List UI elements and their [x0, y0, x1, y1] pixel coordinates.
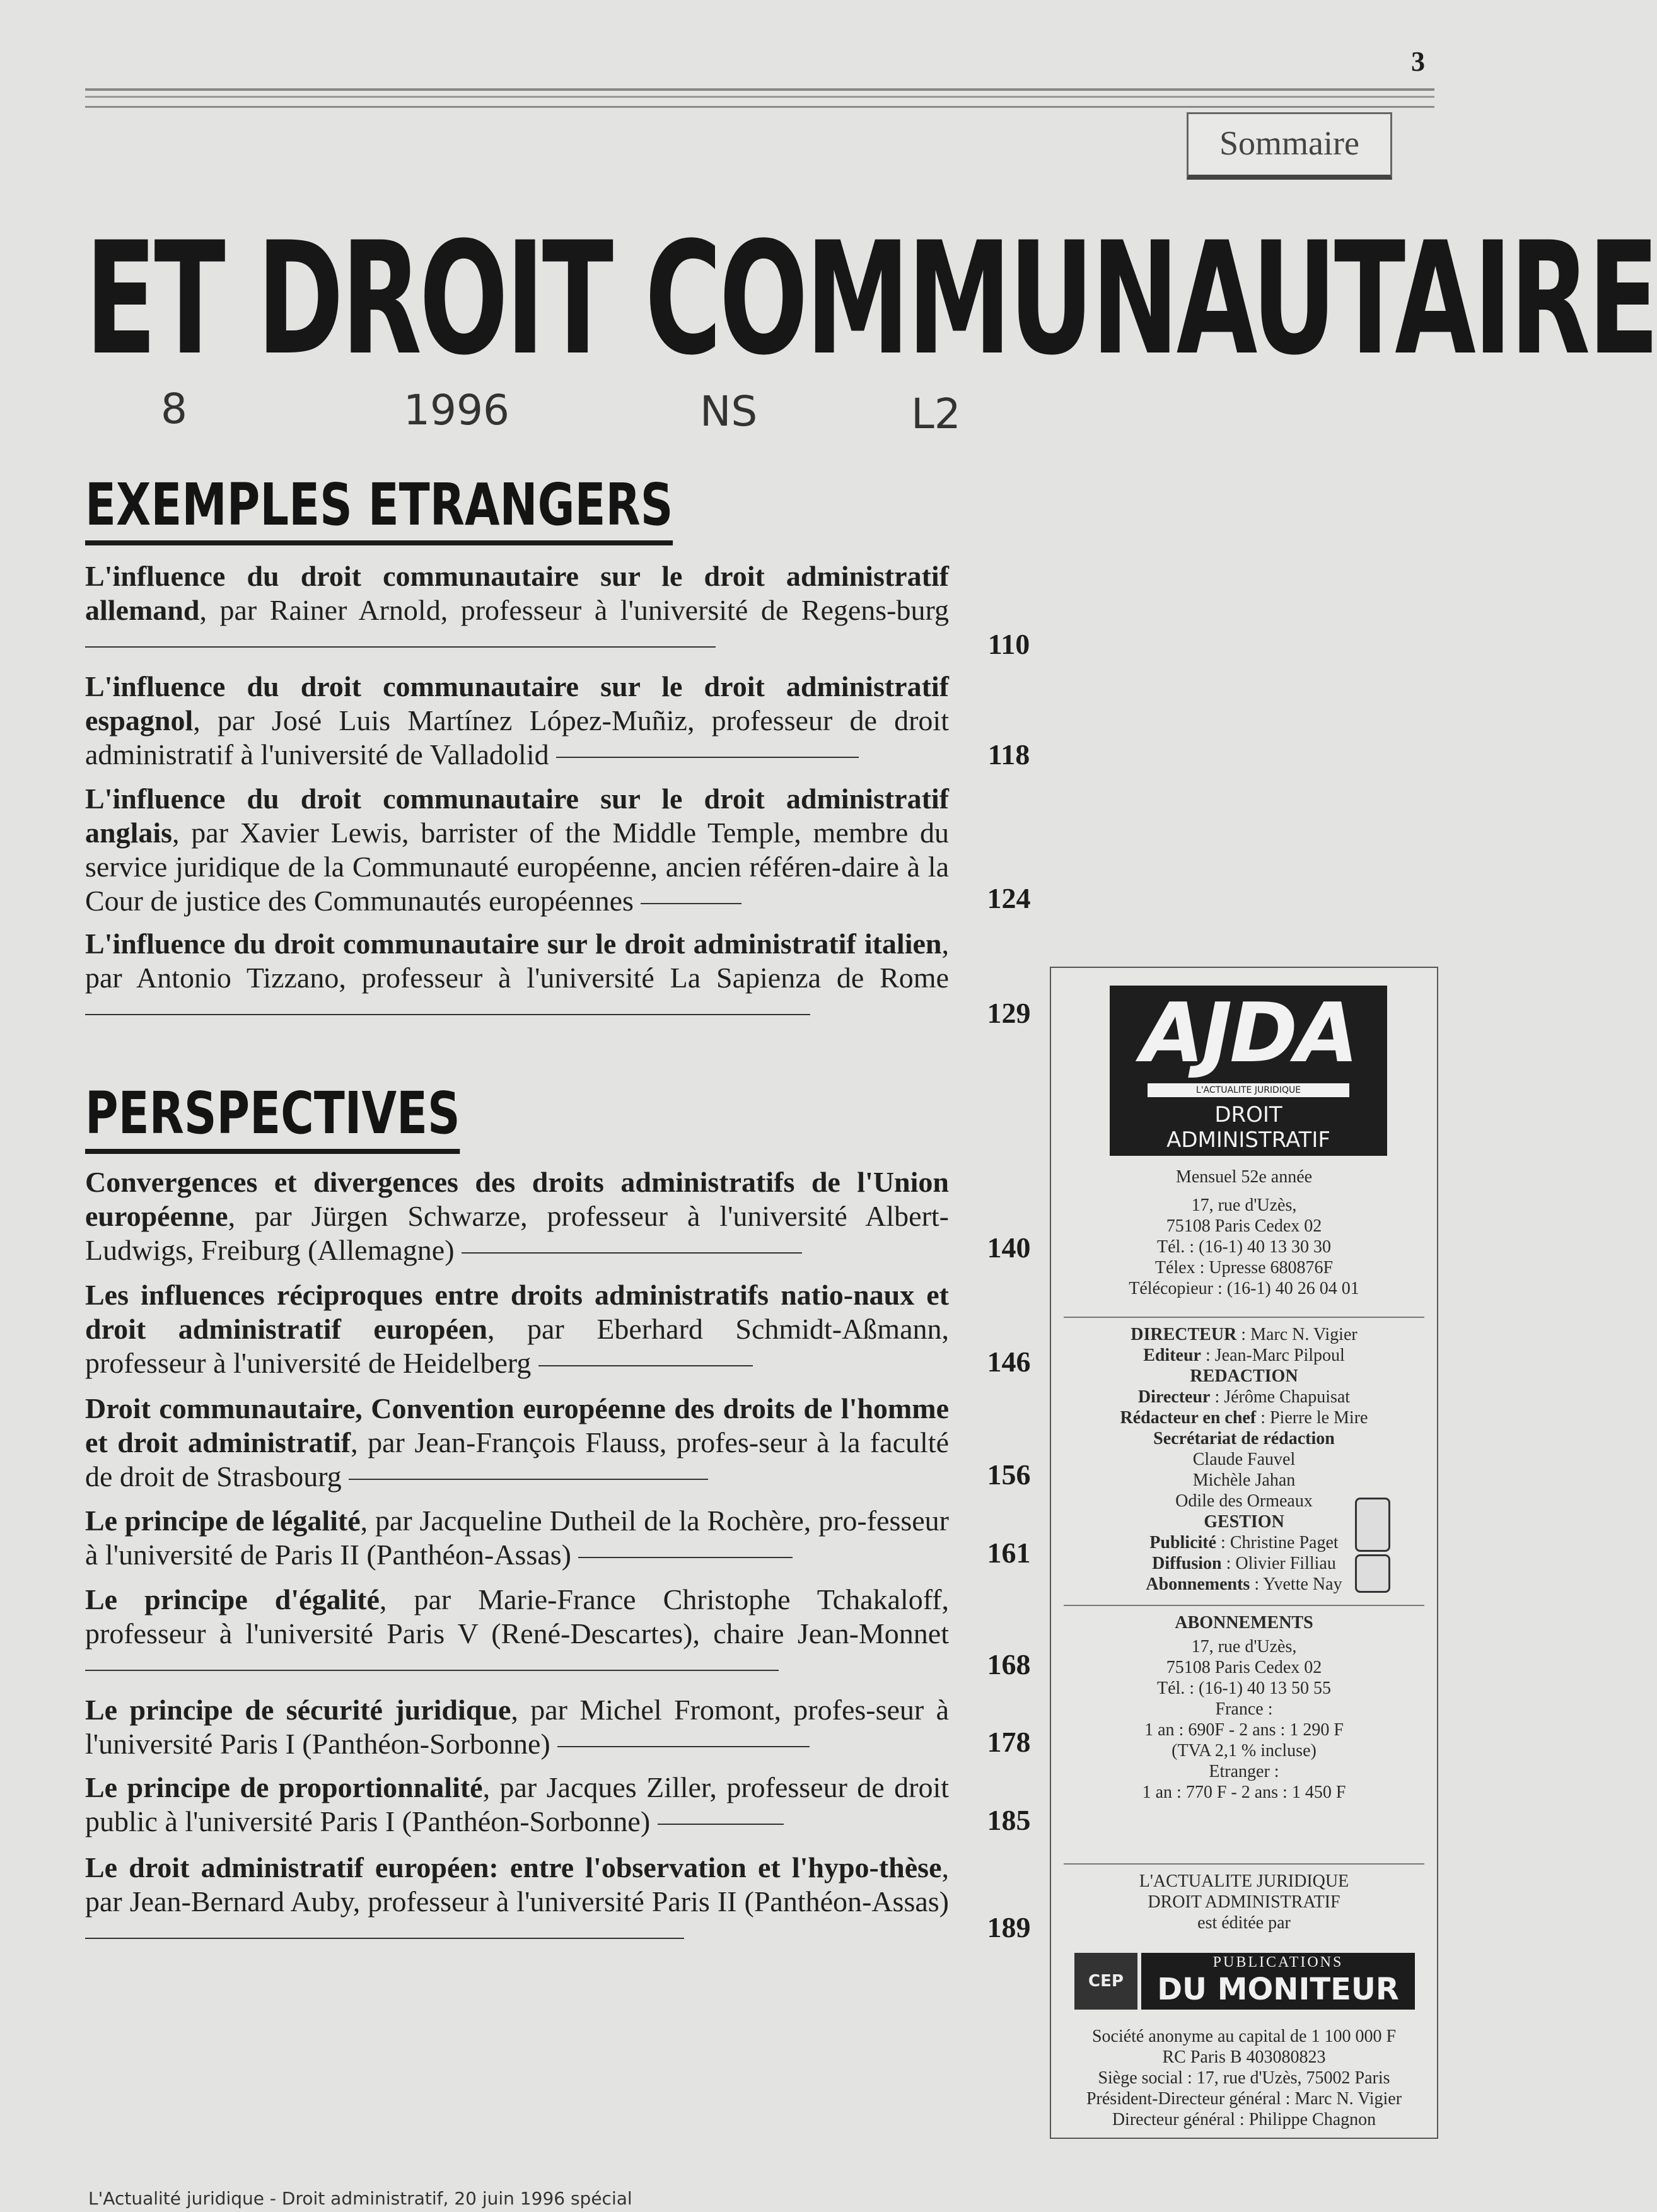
staff-name: Claude Fauvel: [1192, 1450, 1296, 1469]
handwritten-note: L2: [911, 390, 961, 438]
page-ref: 161: [987, 1537, 1031, 1569]
entry-author: , par Jürgen Schwarze, professeur à l'université Albert-Ludwigs, Freiburg (Allemagne): [85, 1200, 949, 1266]
subscriptions-title: ABONNEMENTS: [1175, 1613, 1313, 1633]
dot-leader: [462, 1252, 802, 1254]
edited-line: est éditée par: [1197, 1913, 1291, 1933]
page-ref: 129: [987, 997, 1031, 1029]
entry-author: , par Jean-François Flauss, profes-seur à la faculté de droit de Strasbourg: [85, 1426, 949, 1493]
page-ref: 185: [987, 1804, 1031, 1836]
staff-role: Rédacteur en chef: [1120, 1408, 1257, 1428]
entry-title: L'influence du droit communautaire sur le droit administratif anglais: [85, 783, 949, 849]
page-ref: 168: [987, 1648, 1031, 1680]
toc-entry: [85, 1693, 949, 1761]
edited-by: [1051, 1871, 1437, 1933]
staff-role: GESTION: [1204, 1512, 1284, 1532]
staff-name: Odile des Ormeaux: [1175, 1491, 1313, 1511]
entry-author: , par Michel Fromont, profes-seur à l'université Paris I (Panthéon-Sorbonne): [85, 1694, 949, 1760]
address-line: 75108 Paris Cedex 02: [1166, 1216, 1322, 1236]
logo-text: AJDA: [1141, 985, 1356, 1081]
handwritten-note: 8: [161, 385, 187, 433]
page-ref: 110: [987, 628, 1030, 660]
page-ref: 124: [987, 882, 1031, 914]
dot-leader: [578, 1557, 793, 1558]
edited-line: DROIT ADMINISTRATIF: [1148, 1892, 1340, 1912]
company-line: Président-Directeur général : Marc N. Vigier: [1086, 2089, 1402, 2109]
page-number: 3: [1411, 46, 1425, 77]
entry-title: Droit communautaire, Convention européenne des droits de l'homme et droit administratif: [85, 1392, 949, 1458]
subs-line: 1 an : 690F - 2 ans : 1 290 F: [1144, 1720, 1344, 1740]
publisher-line: DU MONITEUR: [1157, 1972, 1399, 2007]
logo-sub-line: ADMINISTRATIF: [1166, 1127, 1330, 1153]
logo-sub-line: DROIT: [1214, 1102, 1282, 1127]
divider: [1064, 1317, 1424, 1318]
dot-leader: [85, 1670, 779, 1671]
subs-line: France :: [1215, 1699, 1273, 1719]
toc-entry: [85, 1583, 949, 1685]
toc-entry: [85, 782, 949, 918]
footer-citation: L'Actualité juridique - Droit administratif, 20 juin 1996 spécial: [88, 2188, 632, 2209]
ajda-logo: [1110, 986, 1387, 1156]
entry-title: Le principe de proportionnalité: [85, 1771, 483, 1803]
subs-line: Tél. : (16-1) 40 13 50 55: [1156, 1679, 1332, 1698]
dot-leader: [85, 1014, 810, 1015]
entry-author: , par Antonio Tizzano, professeur à l'université La Sapienza de Rome: [85, 928, 949, 994]
entry-title: Convergences et divergences des droits administratifs de l'Union européenne: [85, 1166, 949, 1232]
dot-leader: [658, 1824, 784, 1825]
cep-logo: CEP: [1074, 1953, 1137, 2010]
toc-entry: [85, 670, 949, 772]
address-block: [1051, 1195, 1437, 1299]
entry-author: , par Jacqueline Dutheil de la Rochère, pro-fesseur à l'université de Paris II (Panthéon-Assas): [85, 1505, 949, 1571]
page-ref: 140: [987, 1231, 1031, 1264]
handwritten-note: 1996: [404, 386, 509, 434]
staff-name: : Christine Paget: [1216, 1533, 1339, 1552]
subs-line: Etranger :: [1209, 1762, 1279, 1781]
staff-name: : Pierre le Mire: [1256, 1408, 1368, 1428]
entry-title: Le droit administratif européen: entre l'observation et l'hypo-thèse: [85, 1851, 942, 1883]
staff-name: : Marc N. Vigier: [1236, 1325, 1358, 1344]
toc-entry: [85, 1771, 949, 1839]
company-line: Société anonyme au capital de 1 100 000 F: [1091, 2027, 1397, 2046]
entry-author: , par José Luis Martínez López-Muñiz, professeur de droit administratif à l'université de Valladolid: [85, 704, 949, 771]
section-heading-exemples: EXEMPLES ETRANGERS: [85, 470, 673, 545]
subs-line: 75108 Paris Cedex 02: [1166, 1658, 1322, 1677]
publisher-logo: [1074, 1953, 1415, 2010]
toc-entry: [85, 1504, 949, 1572]
toc-entry: [85, 1165, 949, 1267]
subscriptions-block: [1051, 1636, 1437, 1803]
toc-entry: [85, 559, 949, 661]
entry-title: L'influence du droit communautaire sur le droit administratif allemand: [85, 560, 949, 626]
staff-role: Editeur: [1143, 1346, 1201, 1365]
subs-line: 17, rue d'Uzès,: [1191, 1637, 1297, 1656]
ojd-icon: [1355, 1554, 1390, 1593]
frequency: Mensuel 52e année: [1175, 1167, 1313, 1187]
toc-entry: [85, 927, 949, 1029]
entry-title: Les influences réciproques entre droits administratifs natio-naux et droit administratif européen: [85, 1279, 949, 1345]
entry-title: L'influence du droit communautaire sur le droit administratif espagnol: [85, 670, 949, 736]
entry-title: Le principe de légalité: [85, 1505, 361, 1537]
staff-role: Abonnements: [1146, 1575, 1250, 1594]
dot-leader: [85, 646, 716, 648]
sommaire-tag: Sommaire: [1187, 112, 1392, 180]
section-heading-perspectives: PERSPECTIVES: [85, 1078, 460, 1154]
staff-role: DIRECTEUR: [1131, 1325, 1237, 1344]
toc-entry: [85, 1851, 949, 1953]
address-line: Télécopieur : (16-1) 40 26 04 01: [1129, 1279, 1359, 1298]
masthead-box: [1050, 967, 1438, 2139]
header-rule-thin: [85, 106, 1434, 108]
header-rule: [85, 88, 1434, 98]
staff-role: Secrétariat de rédaction: [1153, 1429, 1335, 1448]
seal-icon: [1355, 1498, 1390, 1552]
entry-author: , par Jacques Ziller, professeur de droit public à l'université Paris I (Panthéon-Sorbonne): [85, 1771, 949, 1837]
logo-band: L'ACTUALITE JURIDIQUE: [1148, 1083, 1349, 1097]
page-ref: 178: [987, 1726, 1031, 1758]
staff-role: REDACTION: [1190, 1366, 1298, 1386]
moniteur-logo: [1141, 1953, 1415, 2010]
entry-title: Le principe d'égalité: [85, 1583, 380, 1615]
logo-subtitle: [1110, 1102, 1387, 1153]
staff-name: : Olivier Filliau: [1221, 1554, 1336, 1573]
subs-line: (TVA 2,1 % incluse): [1172, 1741, 1317, 1761]
entry-author: , par Marie-France Christophe Tchakaloff, professeur à l'université Paris V (René-Descartes), chaire Jean-Monnet: [85, 1583, 949, 1650]
dot-leader: [538, 1365, 753, 1366]
page-ref: 146: [987, 1346, 1031, 1378]
dot-leader: [557, 1746, 810, 1747]
address-line: Télex : Upresse 680876F: [1154, 1258, 1334, 1278]
entry-author: , par Eberhard Schmidt-Aßmann, professeur à l'université de Heidelberg: [85, 1313, 949, 1379]
dot-leader: [85, 1938, 684, 1939]
handwritten-note: NS: [700, 387, 758, 436]
toc-entry: [85, 1278, 949, 1380]
divider: [1064, 1605, 1424, 1606]
staff-role: Publicité: [1149, 1533, 1217, 1552]
company-line: RC Paris B 403080823: [1162, 2047, 1326, 2067]
dot-leader: [349, 1479, 708, 1480]
staff-name: : Yvette Nay: [1250, 1575, 1342, 1594]
divider: [1064, 1863, 1424, 1865]
entry-author: , par Jean-Bernard Auby, professeur à l'université Paris II (Panthéon-Assas): [85, 1851, 949, 1918]
page-title: ET DROIT COMMUNAUTAIRE: [85, 209, 1657, 390]
staff-name: Michèle Jahan: [1192, 1470, 1296, 1490]
entry-author: , par Xavier Lewis, barrister of the Middle Temple, membre du service juridique de la Communauté européenne, ancien référen-daire à la Cour de justice des Communautés européennes: [85, 817, 949, 917]
company-line: Siège social : 17, rue d'Uzès, 75002 Paris: [1098, 2068, 1390, 2088]
address-line: 17, rue d'Uzès,: [1191, 1196, 1297, 1215]
page-ref: 189: [987, 1911, 1031, 1943]
dot-leader: [641, 903, 741, 904]
company-info: [1051, 2026, 1437, 2130]
page-ref: 118: [987, 738, 1030, 771]
edited-line: L'ACTUALITE JURIDIQUE: [1139, 1871, 1349, 1891]
page-ref: 156: [987, 1458, 1031, 1491]
staff-role: Directeur: [1137, 1387, 1211, 1407]
toc-entry: [85, 1392, 949, 1494]
dot-leader: [556, 757, 859, 758]
address-line: Tél. : (16-1) 40 13 30 30: [1156, 1237, 1332, 1257]
staff-name: : Jean-Marc Pilpoul: [1201, 1346, 1345, 1365]
entry-title: L'influence du droit communautaire sur le droit administratif italien: [85, 928, 942, 960]
entry-title: Le principe de sécurité juridique: [85, 1694, 511, 1726]
entry-author: , par Rainer Arnold, professeur à l'université de Regens-burg: [199, 594, 949, 626]
publisher-line: PUBLICATIONS: [1212, 1954, 1344, 1970]
subs-line: 1 an : 770 F - 2 ans : 1 450 F: [1142, 1783, 1346, 1802]
staff-name: : Jérôme Chapuisat: [1210, 1387, 1351, 1407]
staff-role: Diffusion: [1152, 1554, 1222, 1573]
company-line: Directeur général : Philippe Chagnon: [1112, 2110, 1376, 2129]
